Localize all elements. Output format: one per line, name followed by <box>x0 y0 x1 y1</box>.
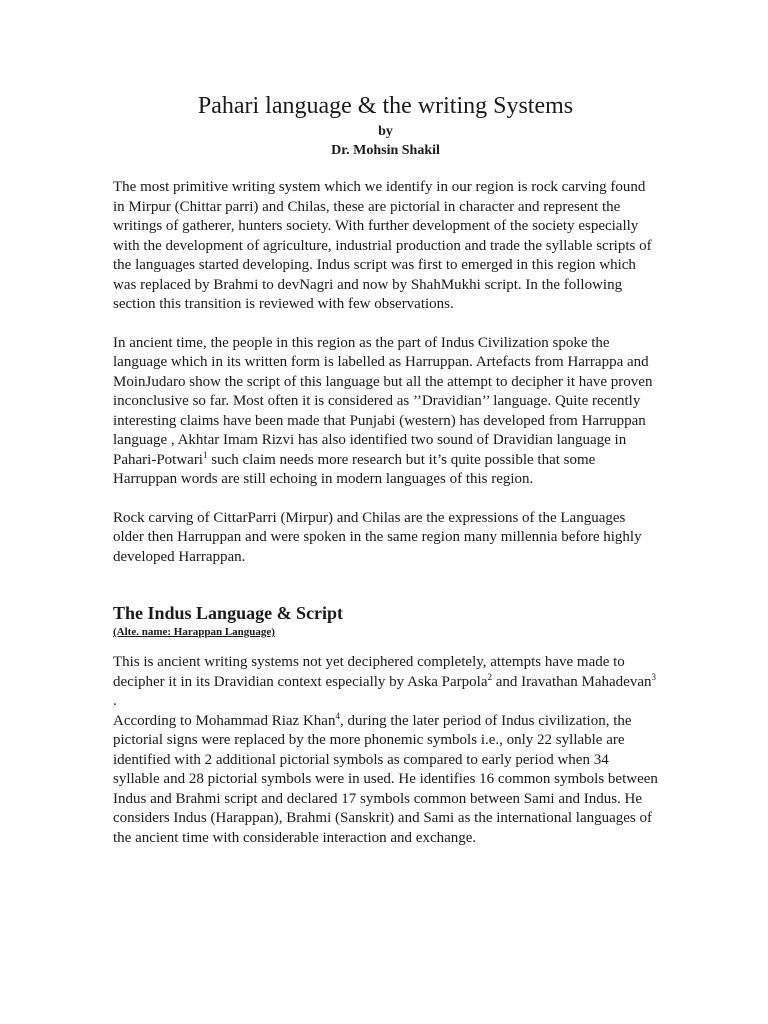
section-subheading-alternate-name: (Alte. name: Harappan Language) <box>113 626 275 638</box>
paragraph-rock-carving: Rock carving of CittarParri (Mirpur) and Chilas are the expressions of the Languages older then Harruppan and were spoken in the same region many millennia before highly developed Harrappan. <box>113 509 642 565</box>
author-name: Dr. Mohsin Shakil <box>331 143 440 158</box>
section-heading-indus: The Indus Language & Script <box>113 603 344 623</box>
paragraph-riaz-khan-part1: According to Mohammad Riaz Khan <box>113 712 336 729</box>
paragraph-indus-decipher-part2: and Iravathan Mahadevan <box>491 673 652 690</box>
paragraph-riaz-khan-part2: , during the later period of Indus civilization, the pictorial signs were replaced by the more phonemic symbols i.e., only 22 syllable are identified with 2 additional pictorial symbols as compared to early period when 34 syllable and 28 pictorial symbols were in used. He identifies 16 common symbols between Indus and Brahmi script and declared 17 symbols common between Sami and Indus. He considers Indus (Harappan), Brahmi (Sanskrit) and Sami as the international languages of the ancient time with considerable interaction and exchange. <box>113 712 658 846</box>
document-page <box>113 92 658 848</box>
paragraph-ancient-time <box>113 334 658 490</box>
footnote-ref-3: 3 <box>651 671 656 682</box>
paragraph-indus-decipher-part1: This is ancient writing systems not yet deciphered completely, attempts have made to decipher it in its Dravidian context especially by Aska Parpola <box>113 654 625 690</box>
byline-by: by <box>378 124 393 139</box>
document-title: Pahari language & the writing Systems <box>197 93 574 119</box>
footnote-ref-2: 2 <box>487 671 492 682</box>
paragraph-writing-systems-intro: The most primitive writing system which we identify in our region is rock carving found in Mirpur (Chittar parri) and Chilas, these are pictorial in character and represent the writings of gatherer, hunters society. With further development of the society especially with the development of agriculture, industrial production and trade the syllable scripts of the languages started developing. Indus script was first to emerged in this region which was replaced by Brahmi to devNagri and now by ShahMukhi script. In the following section this transition is reviewed with few observations. <box>113 179 652 312</box>
paragraph-indus-decipher <box>113 653 658 712</box>
paragraph-ancient-time-part1: In ancient time, the people in this region as the part of Indus Civilization spoke the language which in its written form is labelled as Harruppan. Artefacts from Harrappa and MoinJudaro show the script of this language but all the attempt to decipher it have proven inconclusive so far. Most often it is considered as ’’Dravidian’’ language. Quite recently interesting claims have been made that Punjabi (western) has developed from Harruppan language , Akhtar Imam Rizvi has also identified two sound of Dravidian language in Pahari-Potwari <box>113 334 653 468</box>
footnote-ref-4: 4 <box>335 710 340 721</box>
paragraph-ancient-time-part2: such claim needs more research but it’s quite possible that some Harruppan words are still echoing in modern languages of this region. <box>113 451 596 487</box>
paragraph-riaz-khan <box>113 712 658 849</box>
paragraph-indus-decipher-part3: . <box>113 693 117 709</box>
footnote-ref-1: 1 <box>202 449 208 460</box>
